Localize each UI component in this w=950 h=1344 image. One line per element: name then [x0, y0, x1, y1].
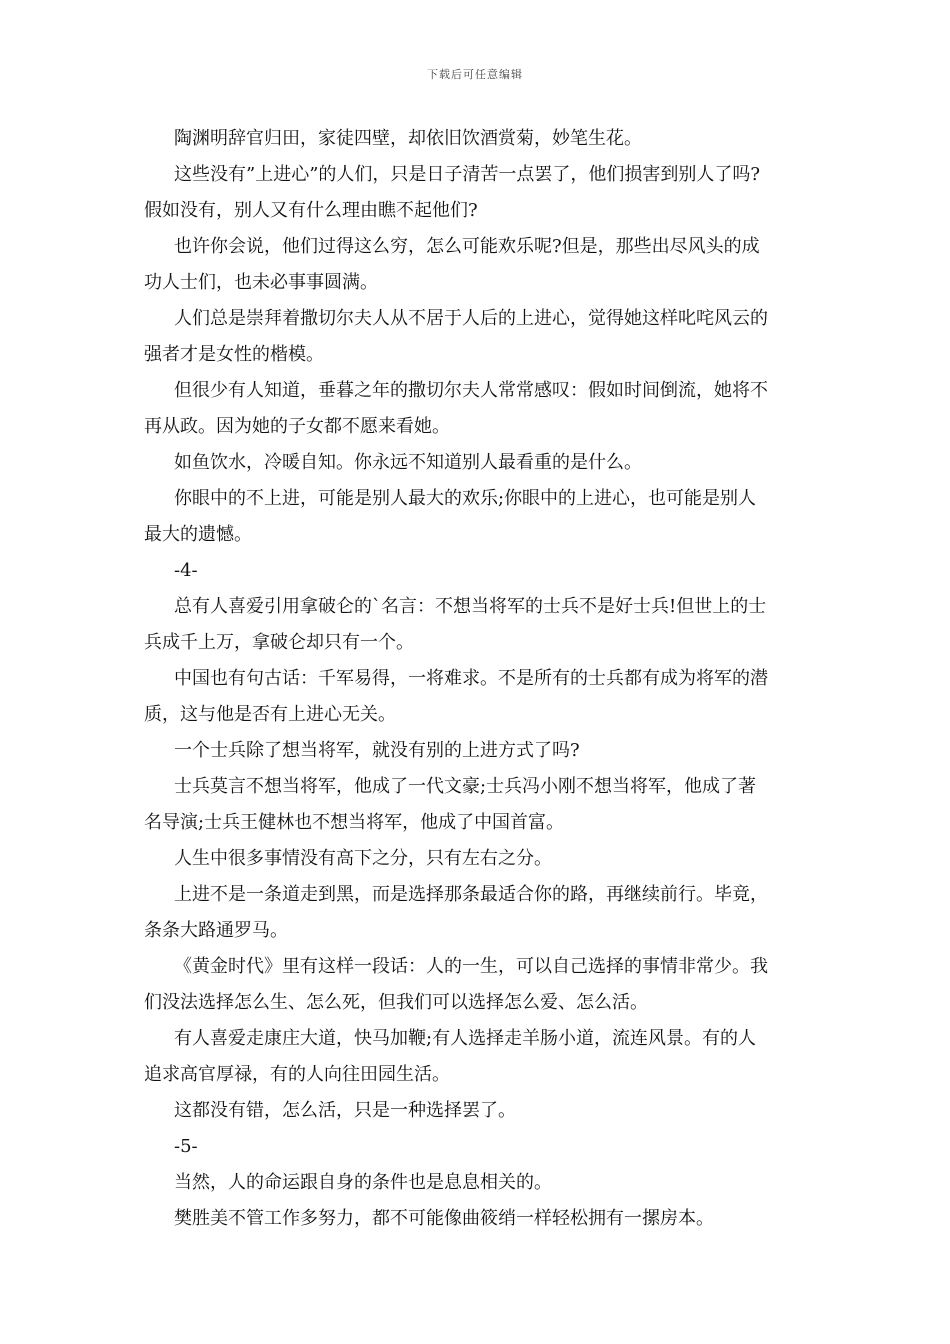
text-line: 但很少有人知道，垂暮之年的撒切尔夫人常常感叹：假如时间倒流，她将不 [174, 380, 768, 401]
text-line: 总有人喜爱引用拿破仑的`名言：不想当将军的士兵不是好士兵!但世上的士 [174, 596, 767, 617]
page-header: 下载后可任意编辑 [427, 68, 523, 81]
text-line: 《黄金时代》里有这样一段话：人的一生，可以自己选择的事情非常少。我 [174, 956, 768, 977]
text-line: 上进不是一条道走到黑，而是选择那条最适合你的路，再继续前行。毕竟， [174, 884, 768, 905]
text-line: 人生中很多事情没有高下之分，只有左右之分。 [174, 848, 552, 869]
text-line: 这些没有”上进心”的人们，只是日子清苦一点罢了，他们损害到别人了吗? [174, 164, 761, 185]
text-line: 这都没有错，怎么活，只是一种选择罢了。 [174, 1100, 516, 1121]
text-line: 兵成千上万，拿破仑却只有一个。 [144, 632, 414, 653]
text-line: 再从政。因为她的子女都不愿来看她。 [144, 416, 450, 437]
text-line: 士兵莫言不想当将军，他成了一代文豪;士兵冯小刚不想当将军，他成了著 [174, 776, 757, 797]
text-line: 功人士们，也未必事事圆满。 [144, 272, 378, 293]
text-line: 名导演;士兵王健林也不想当将军，他成了中国首富。 [144, 812, 565, 833]
text-line: 也许你会说，他们过得这么穷，怎么可能欢乐呢?但是，那些出尽风头的成 [174, 236, 760, 257]
text-line: 樊胜美不管工作多努力，都不可能像曲筱绡一样轻松拥有一摞房本。 [174, 1208, 714, 1229]
text-line: -4- [174, 560, 198, 581]
document-body [144, 121, 812, 1237]
text-line: 质，这与他是否有上进心无关。 [144, 704, 396, 725]
text-line: 条条大路通罗马。 [144, 920, 288, 941]
text-line: -5- [174, 1136, 198, 1157]
text-line: 当然，人的命运跟自身的条件也是息息相关的。 [174, 1172, 552, 1193]
text-line: 有人喜爱走康庄大道，快马加鞭;有人选择走羊肠小道，流连风景。有的人 [174, 1028, 757, 1049]
text-line: 们没法选择怎么生、怎么死，但我们可以选择怎么爱、怎么活。 [144, 992, 648, 1013]
text-line: 追求高官厚禄，有的人向往田园生活。 [144, 1064, 450, 1085]
text-line: 人们总是崇拜着撒切尔夫人从不居于人后的上进心，觉得她这样叱咤风云的 [174, 308, 768, 329]
text-line: 你眼中的不上进，可能是别人最大的欢乐;你眼中的上进心，也可能是别人 [174, 488, 757, 509]
text-line: 强者才是女性的楷模。 [144, 344, 324, 365]
text-line: 如鱼饮水，冷暖自知。你永远不知道别人最看重的是什么。 [174, 452, 642, 473]
text-line: 最大的遗憾。 [144, 524, 252, 545]
text-line: 假如没有，别人又有什么理由瞧不起他们? [144, 200, 478, 221]
text-line: 陶渊明辞官归田，家徒四壁，却依旧饮酒赏菊，妙笔生花。 [174, 128, 642, 149]
text-line: 一个士兵除了想当将军，就没有别的上进方式了吗? [174, 740, 580, 761]
text-line: 中国也有句古话：千军易得，一将难求。不是所有的士兵都有成为将军的潜 [174, 668, 768, 689]
